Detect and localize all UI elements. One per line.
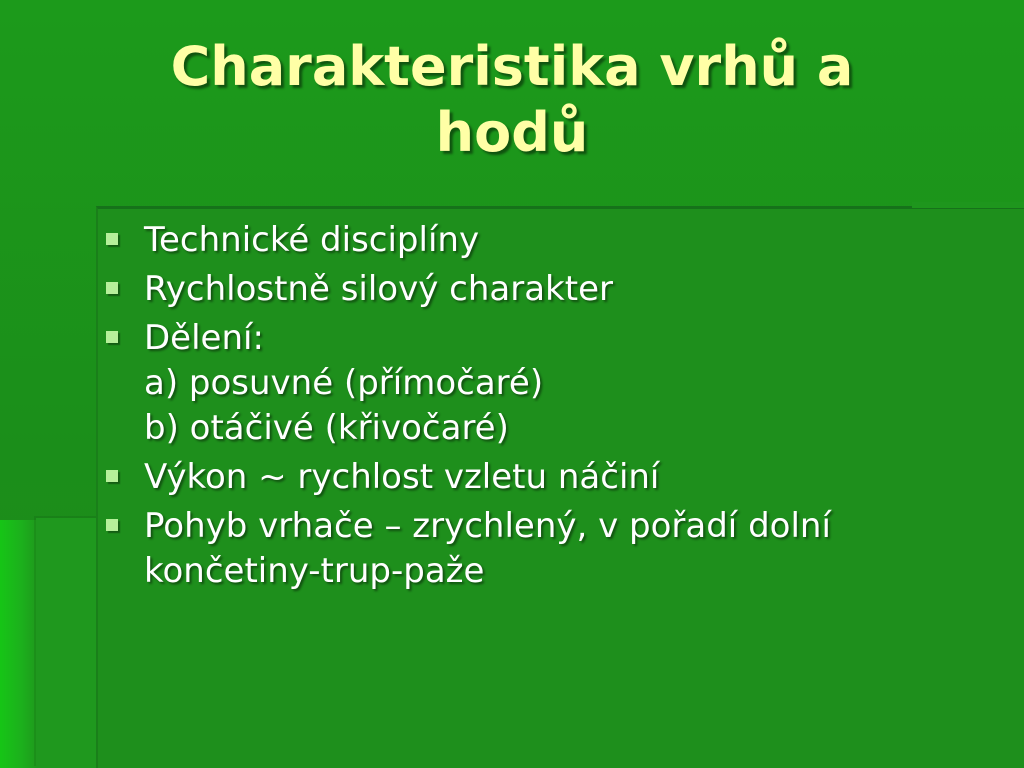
bullet-subline-a: a) posuvné (přímočaré): [144, 363, 544, 403]
bullet-subline-b: b) otáčivé (křivočaré): [144, 408, 509, 448]
slide-title-line-1: Charakteristika vrhů a: [170, 35, 854, 98]
bullet-item-speed-strength: [106, 267, 986, 312]
square-bullet-icon: [106, 470, 118, 482]
bullet-text: Dělení:: [144, 318, 264, 358]
bullet-item-division: [106, 316, 986, 451]
bullet-text: Pohyb vrhače – zrychlený, v pořadí dolní: [144, 506, 831, 546]
slide-title-line-2: hodů: [435, 101, 589, 164]
bullet-item-technical-disciplines: [106, 218, 986, 263]
square-bullet-icon: [106, 282, 118, 294]
background-panel-edge: [912, 202, 1024, 208]
bullet-text: Technické disciplíny: [144, 220, 480, 260]
square-bullet-icon: [106, 233, 118, 245]
bullet-text: Rychlostně silový charakter: [144, 269, 613, 309]
bullet-text: Výkon ~ rychlost vzletu náčiní: [144, 457, 660, 497]
bullet-list: [106, 218, 986, 598]
background-accent-strip: [0, 520, 36, 768]
square-bullet-icon: [106, 331, 118, 343]
square-bullet-icon: [106, 519, 118, 531]
bullet-item-thrower-movement: [106, 504, 986, 594]
slide-title: [60, 34, 964, 166]
bullet-item-performance: [106, 455, 986, 500]
bullet-text-continued: končetiny-trup-paže: [144, 551, 485, 591]
